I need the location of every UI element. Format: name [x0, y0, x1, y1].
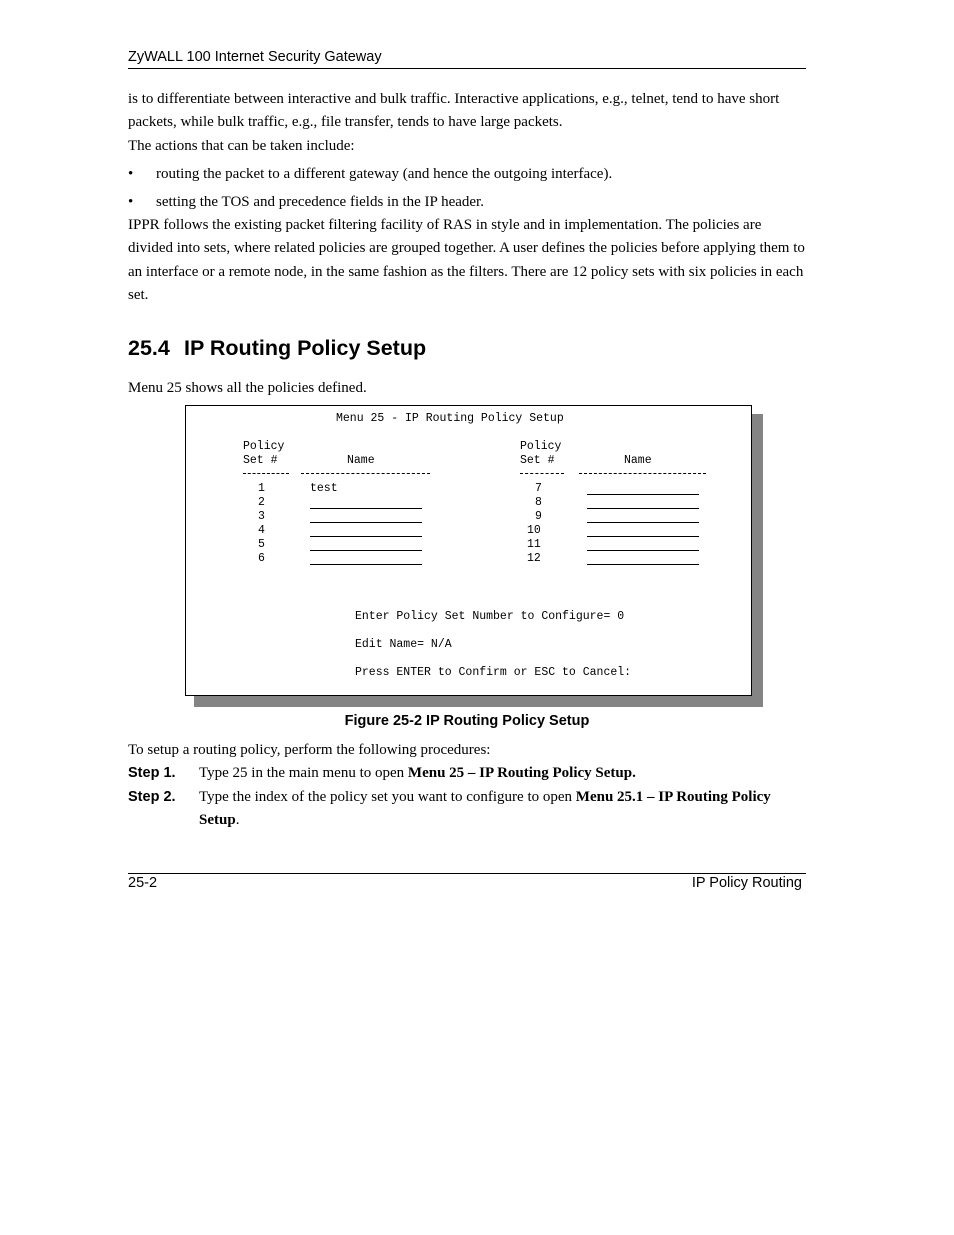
section-heading [128, 336, 426, 361]
step-2 [128, 786, 808, 834]
policy-set-name-field [587, 522, 699, 523]
col-header-policy-right: Policy [520, 440, 562, 453]
policy-set-number: 1 [258, 482, 265, 495]
policy-set-number: 11 [527, 538, 541, 551]
col-header-name-left: Name [347, 454, 375, 467]
figure-caption: Figure 25-2 IP Routing Policy Setup [344, 713, 590, 729]
actions-list [128, 163, 808, 219]
footer-rule [128, 873, 806, 874]
edit-name-prompt: Edit Name= N/A [355, 638, 452, 651]
policy-set-name-field [587, 550, 699, 551]
policy-set-number: 5 [258, 538, 265, 551]
intro-text [128, 88, 808, 158]
policy-set-number: 9 [535, 510, 542, 523]
menu-intro: Menu 25 shows all the policies defined. [128, 380, 367, 396]
col-header-set-right: Set # [520, 454, 555, 467]
policy-set-name-field [587, 508, 699, 509]
policy-set-name-field [587, 494, 699, 495]
policy-set-number: 10 [527, 524, 541, 537]
policy-set-name-field [310, 550, 422, 551]
step-1 [128, 762, 808, 786]
procedure-intro: To setup a routing policy, perform the following procedures: [128, 742, 491, 758]
policy-set-number: 4 [258, 524, 265, 537]
policy-set-name-field [310, 564, 422, 565]
bullet-icon: • [128, 194, 134, 210]
col-header-policy-left: Policy [243, 440, 285, 453]
policy-set-name-field [310, 508, 422, 509]
policy-set-name-field [587, 564, 699, 565]
col-header-set-left: Set # [243, 454, 278, 467]
bullet-icon: • [128, 166, 134, 182]
chapter-title: IP Policy Routing [691, 875, 802, 891]
step-label: Step 2. [128, 789, 176, 805]
intro-paragraph-2: The actions that can be taken include: [128, 137, 355, 154]
list-item: • routing the packet to a different gateway (and hence the outgoing interface). [128, 163, 808, 191]
step-text: Type the index of the policy set you want to configure to open Menu 25.1 – IP Routing Policy Setup. [199, 789, 771, 829]
policy-set-name-field [310, 522, 422, 523]
section-number: 25.4 [128, 336, 170, 360]
screen-title: Menu 25 - IP Routing Policy Setup [336, 412, 564, 425]
policy-set-number: 8 [535, 496, 542, 509]
policy-set-name-field [310, 536, 422, 537]
policy-set-name: test [310, 482, 338, 495]
header-separator [243, 473, 289, 474]
policy-set-number: 2 [258, 496, 265, 509]
policy-set-number: 3 [258, 510, 265, 523]
step-label: Step 1. [128, 765, 176, 781]
step-text: Type 25 in the main menu to open Menu 25 – IP Routing Policy Setup. [199, 765, 636, 781]
configure-prompt: Enter Policy Set Number to Configure= 0 [355, 610, 625, 623]
policy-set-number: 7 [535, 482, 542, 495]
list-item: • setting the TOS and precedence fields in the IP header. [128, 191, 808, 219]
header-separator [579, 473, 706, 474]
section-title: IP Routing Policy Setup [184, 336, 427, 360]
header-separator [301, 473, 430, 474]
confirm-prompt: Press ENTER to Confirm or ESC to Cancel: [355, 666, 632, 679]
page-number: 25-2 [128, 875, 158, 891]
menu-screen [185, 405, 752, 696]
policy-set-name-field [587, 536, 699, 537]
intro-paragraph-1: is to differentiate between interactive and bulk traffic. Interactive applications, e.g., telnet, tend to have short packets, while bulk traffic, e.g., file transfer, tends to have large packets. [128, 91, 780, 131]
ippr-paragraph: IPPR follows the existing packet filtering facility of RAS in style and in implementation. The policies are divided into sets, where related policies are grouped together. A user defines the policies before applying them to an interface or a remote node, in the same fashion as the filters. There are 12 policy sets with six policies in each set. [128, 217, 805, 304]
header-separator [520, 473, 564, 474]
policy-set-number: 12 [527, 552, 541, 565]
col-header-name-right: Name [624, 454, 652, 467]
header-rule [128, 68, 806, 69]
running-header: ZyWALL 100 Internet Security Gateway [128, 49, 382, 65]
policy-set-number: 6 [258, 552, 265, 565]
